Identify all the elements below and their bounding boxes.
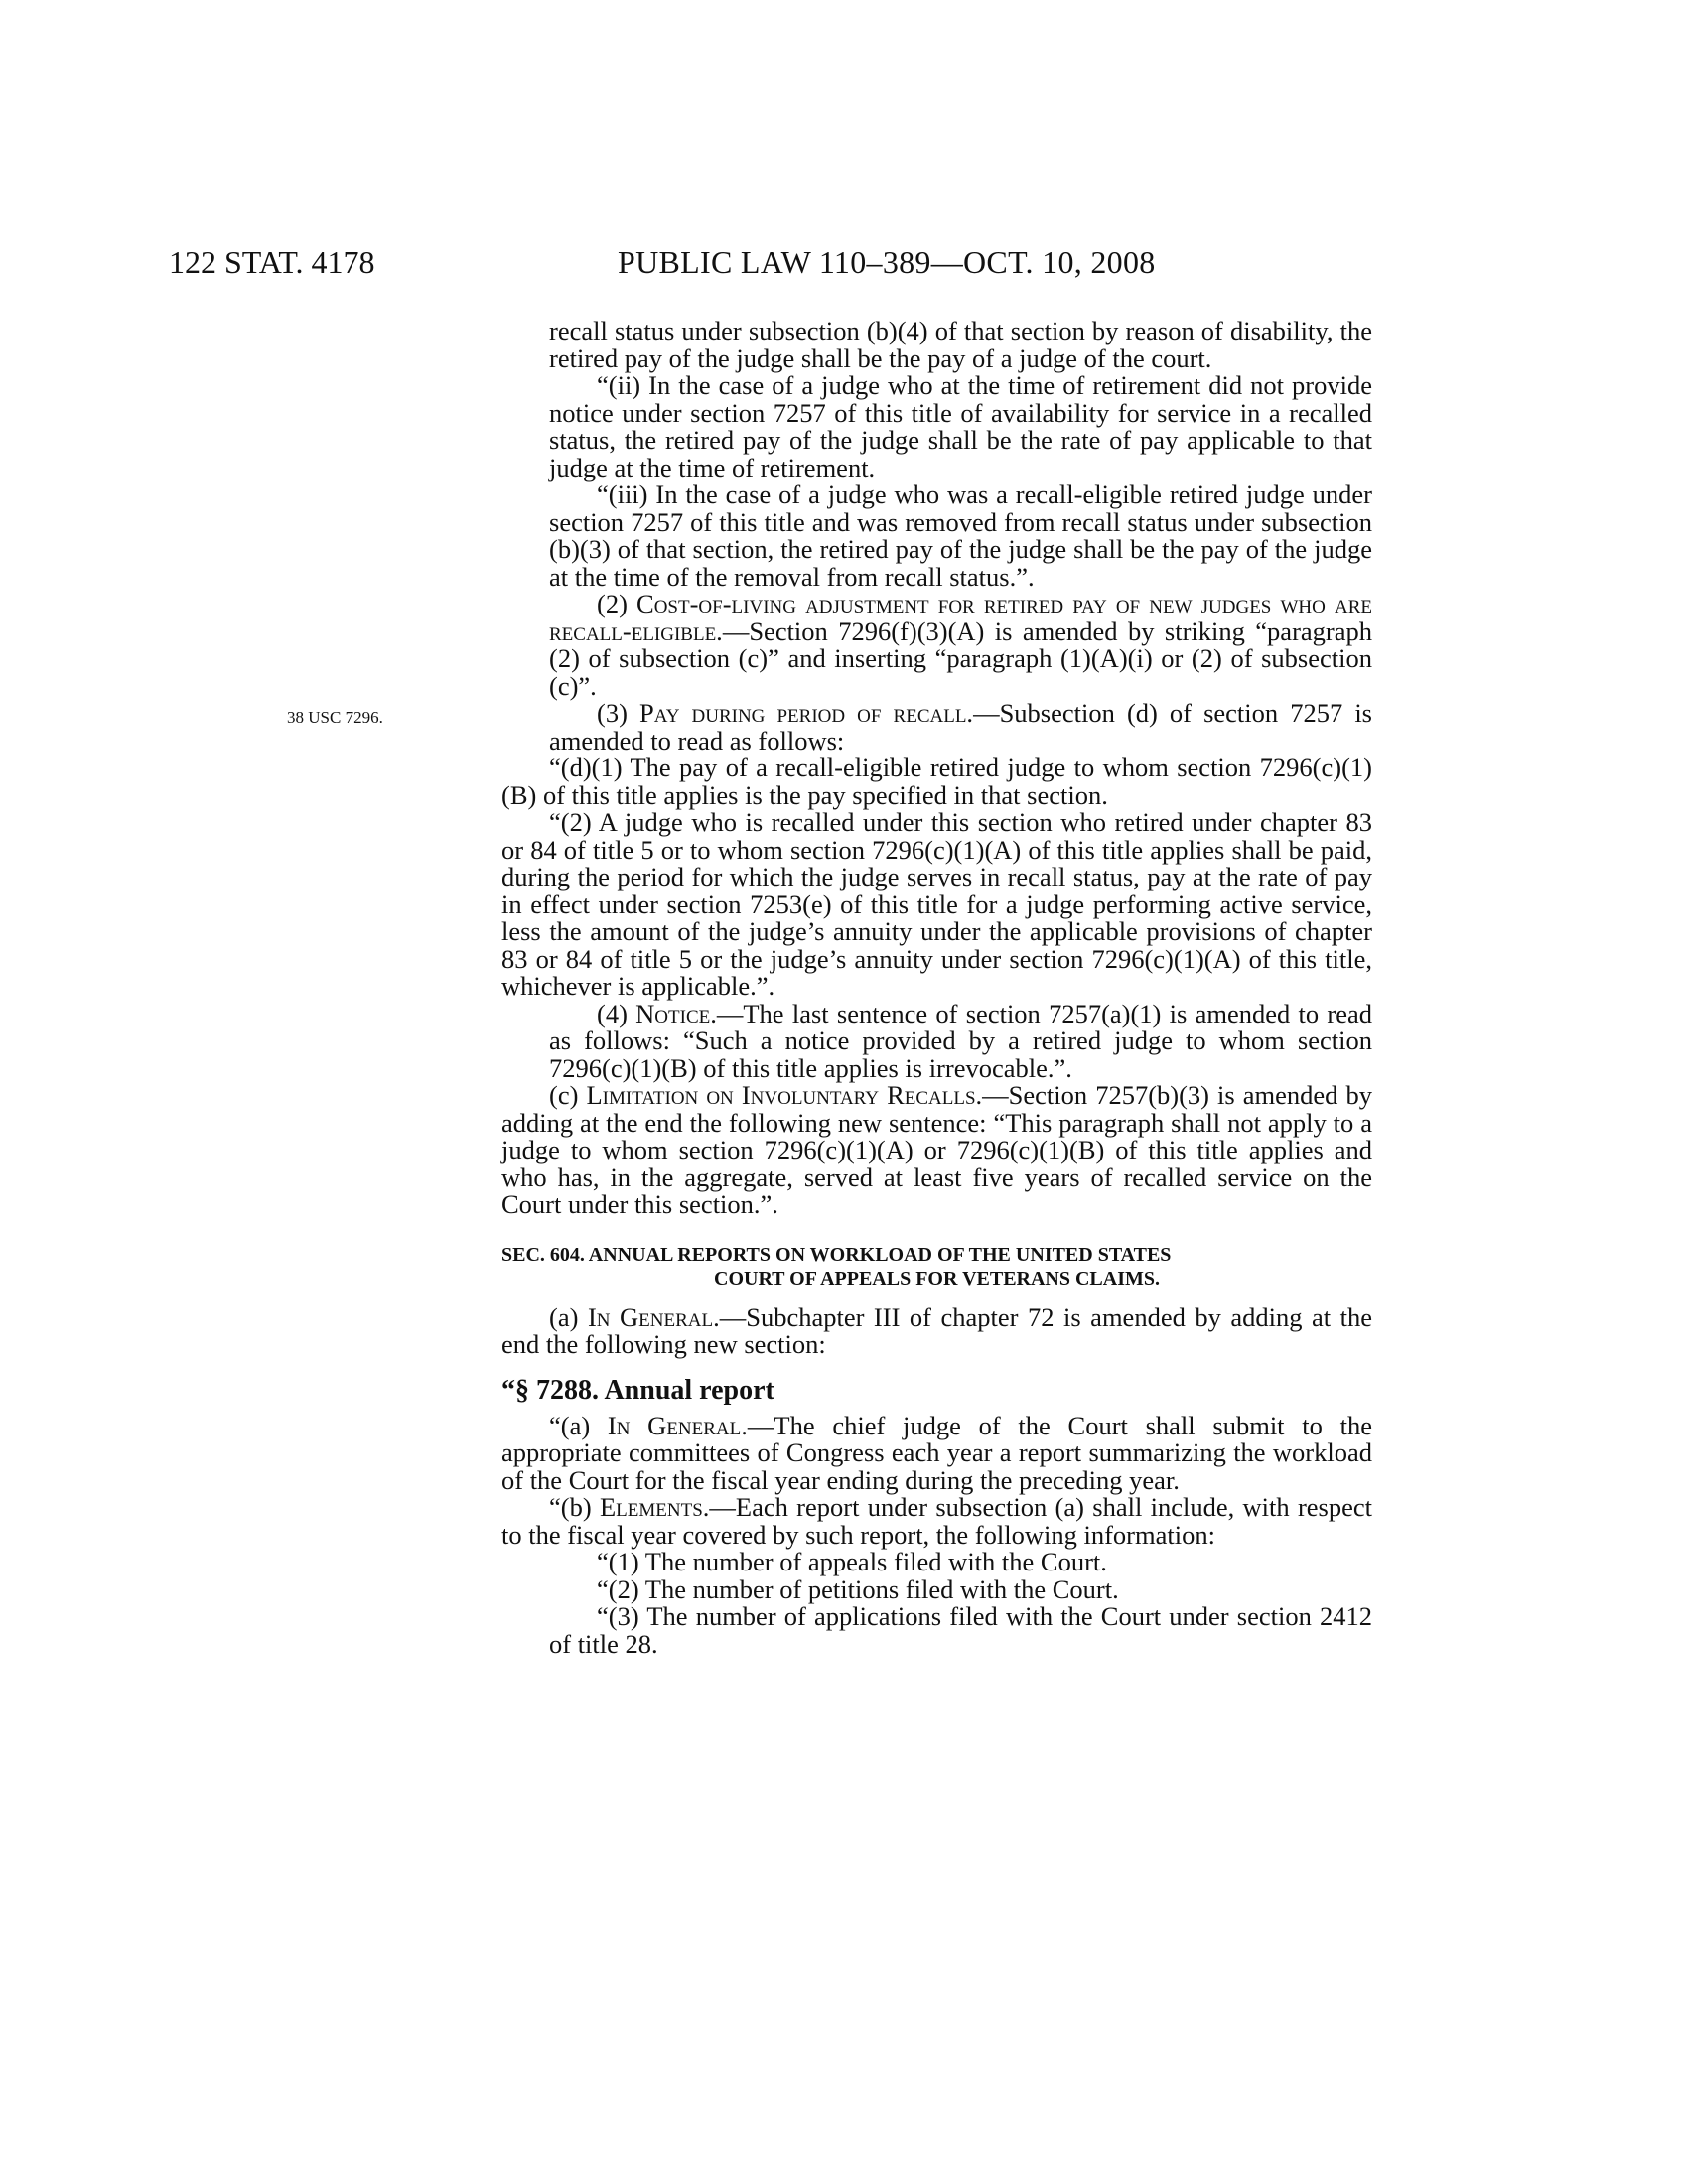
section-heading-line1: SEC. 604. ANNUAL REPORTS ON WORKLOAD OF THE UNITED STATES xyxy=(501,1243,1172,1266)
paragraph-text: “(2) The number of petitions filed with the Court. xyxy=(597,1573,1119,1604)
paragraph xyxy=(501,481,1372,591)
paragraph-lead: (4) xyxy=(597,998,636,1028)
paragraph-text: “(ii) In the case of a judge who at the time of retirement did not provide notice under section 7257 of this title of availability for service in a recalled status, the retired pay of the judge shall be the rate of pay applicable to that judge at the time of retirement. xyxy=(549,370,1372,482)
paragraph xyxy=(501,809,1372,1001)
paragraph xyxy=(501,1549,1372,1576)
paragraph xyxy=(501,1494,1372,1549)
paragraph xyxy=(501,372,1372,481)
paragraph-text: —Section 7296(f)(3)(A) is amended by striking “paragraph (2) of subsection (c)” and inserting “paragraph (1)(A)(i) or (2) of subsection (c)”. xyxy=(549,615,1372,701)
paragraph xyxy=(501,318,1372,372)
paragraph-text: “(d)(1) The pay of a recall-eligible retired judge to whom section 7296(c)(1)(B) of this title applies is the pay specified in that section. xyxy=(501,752,1372,810)
paragraph-text: “(3) The number of applications filed with the Court under section 2412 of title 28. xyxy=(549,1601,1372,1659)
paragraph-text: “(2) A judge who is recalled under this section who retired under chapter 83 or 84 of title 5 or to whom section 7296(c)(1)(A) of this title applies shall be paid, during the period for which the judge serves in recall status, pay at the rate of pay in effect under section 7253(e) of this title for a judge performing active service, less the amount of the judge’s annuity under the applicable provisions of chapter 83 or 84 of title 5 or the judge’s annuity under section 7296(c)(1)(A) of this title, whichever is applicable.”. xyxy=(501,807,1372,1001)
subsection-a-lead: (a) xyxy=(549,1301,588,1332)
paragraph xyxy=(501,1410,1372,1495)
paragraph xyxy=(501,591,1372,700)
paragraph-lead: (3) xyxy=(597,698,639,728)
subsection-a-general xyxy=(501,1301,1373,1359)
subsection-a-caption: In General. xyxy=(587,1301,720,1332)
paragraph-caption: Pay during period of recall. xyxy=(638,698,974,728)
paragraph-lead: “(b) xyxy=(549,1492,600,1522)
paragraph xyxy=(501,1573,1372,1604)
paragraph-group-2 xyxy=(501,1410,1372,1659)
paragraph-caption: Elements. xyxy=(599,1492,710,1522)
paragraph xyxy=(501,998,1372,1083)
section-heading xyxy=(501,1243,1372,1291)
paragraph xyxy=(501,754,1372,809)
paragraph-text: “(1) The number of appeals filed with the Court. xyxy=(597,1547,1107,1576)
paragraph-lead: (c) xyxy=(549,1080,587,1110)
paragraph-text: —Each report under subsection (a) shall include, with respect to the fiscal year covered by such report, the following information: xyxy=(501,1492,1372,1550)
paragraph-caption: Limitation on Involuntary Recalls. xyxy=(586,1080,983,1110)
paragraph-text: —The last sentence of section 7257(a)(1) is amended to read as follows: “Such a notice provided by a retired judge to whom section 7296(c)(1)(B) of this title applies is irrevocable.”. xyxy=(549,998,1372,1083)
paragraph xyxy=(501,700,1372,754)
subsection-a-text: —Subchapter III of chapter 72 is amended by adding at the end the following new section: xyxy=(501,1301,1373,1359)
paragraph-text: recall status under subsection (b)(4) of that section by reason of disability, the retired pay of the judge shall be the pay of a judge of the court. xyxy=(549,316,1372,373)
paragraph-lead: “(a) xyxy=(549,1410,608,1440)
page-body xyxy=(501,318,1372,1658)
section-7288-title: “§ 7288. Annual report xyxy=(501,1374,774,1406)
section-heading-line2: COURT OF APPEALS FOR VETERANS CLAIMS. xyxy=(714,1267,1160,1290)
statute-page-number: 122 STAT. 4178 xyxy=(169,244,375,280)
paragraph-text: “(iii) In the case of a judge who was a recall-eligible retired judge under section 7257 of this title and was removed from recall status under subsection (b)(3) of that section, the retired pay of the judge shall be the pay of the judge at the time of the removal from recall status.”. xyxy=(549,479,1372,592)
paragraph-group-1 xyxy=(501,318,1372,1219)
paragraph-caption: Cost-of-living adjustment for retired pay of new judges who are recall-eligible. xyxy=(549,589,1372,646)
margin-citation: 38 USC 7296. xyxy=(287,708,383,727)
paragraph-text: —The chief judge of the Court shall submit to the appropriate committees of Congress each year a report summarizing the workload of the Court for the fiscal year ending during the preceding year. xyxy=(501,1410,1372,1495)
paragraph-lead: (2) xyxy=(597,589,637,618)
page-header xyxy=(0,244,1688,284)
paragraph-caption: Notice. xyxy=(635,998,717,1028)
paragraph xyxy=(501,1082,1372,1219)
paragraph-text: —Section 7257(b)(3) is amended by adding at the end the following new sentence: “This paragraph shall not apply to a judge to whom section 7296(c)(1)(A) or 7296(c)(1)(B) of this title applies and who has, in the aggregate, served at least five years of recalled service on the Court under this section.”. xyxy=(501,1080,1372,1219)
paragraph-caption: In General. xyxy=(607,1410,748,1440)
paragraph-text: —Subsection (d) of section 7257 is amended to read as follows: xyxy=(549,698,1372,755)
public-law-title: PUBLIC LAW 110–389—OCT. 10, 2008 xyxy=(618,244,1156,280)
paragraph xyxy=(501,1603,1372,1658)
